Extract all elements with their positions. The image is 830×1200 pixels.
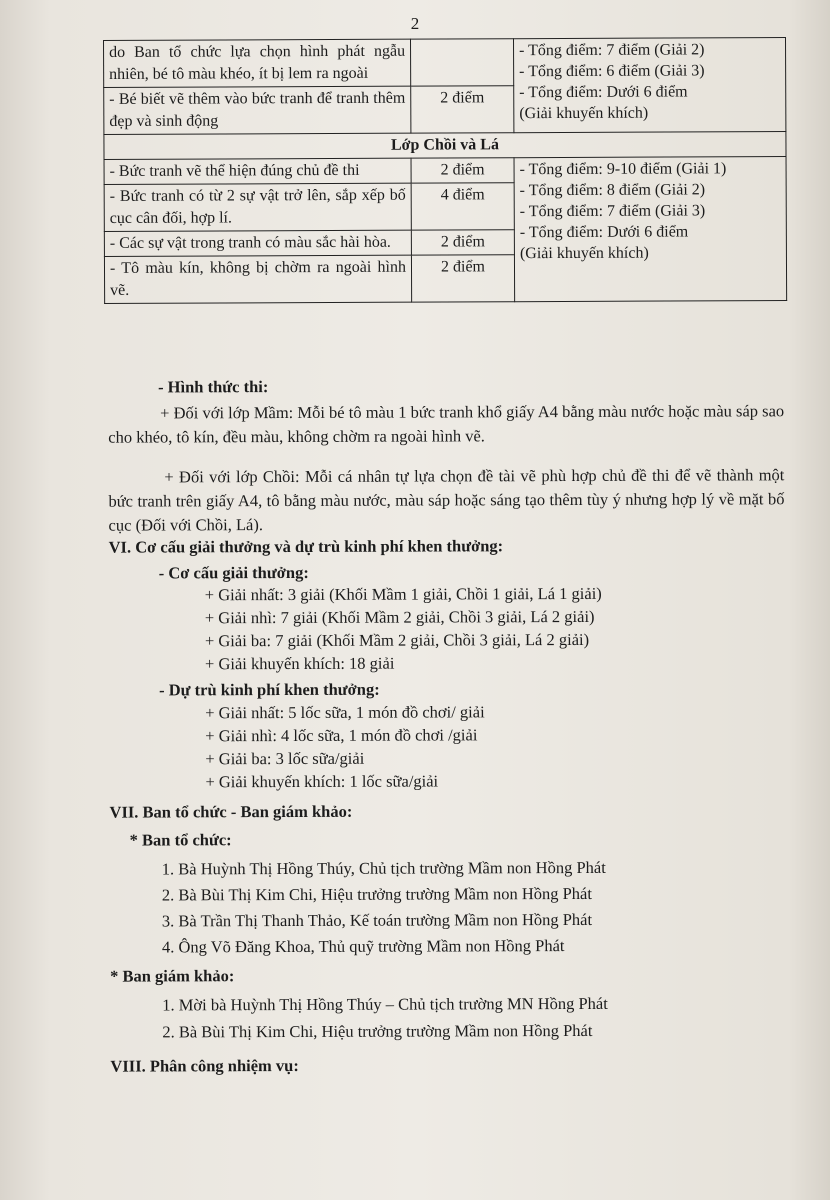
- section-vii-title: VII. Ban tổ chức - Ban giám khảo:: [109, 801, 353, 822]
- organizers-heading: * Ban tổ chức:: [129, 830, 232, 850]
- points-cell: 2 điểm: [411, 158, 514, 183]
- list-item: 1. Bà Huỳnh Thị Hồng Thúy, Chủ tịch trường Mầm non Hồng Phát: [161, 857, 606, 879]
- prize-line: (Giải khuyến khích): [519, 104, 649, 123]
- prize-line: - Tổng điểm: 7 điểm (Giải 3): [519, 202, 706, 221]
- form-mam-paragraph: + Đối với lớp Mầm: Mỗi bé tô màu 1 bức tranh khổ giấy A4 bằng màu nước hoặc màu sáp sao cho khéo, tô kín, đều màu, không chờm ra ngoài hình vẽ.: [108, 401, 785, 447]
- table-row: [104, 38, 786, 88]
- list-item: + Giải nhất: 5 lốc sữa, 1 món đồ chơi/ giải: [205, 702, 485, 723]
- points-cell: 2 điểm: [411, 255, 514, 302]
- prize-line: - Tổng điểm: 8 điểm (Giải 2): [519, 181, 706, 200]
- list-item: 1. Mời bà Huỳnh Thị Hồng Thúy – Chủ tịch trường MN Hồng Phát: [162, 993, 608, 1015]
- judges-heading: * Ban giám khảo:: [110, 966, 235, 986]
- criteria-cell: - Tô màu kín, không bị chờm ra ngoài hình vẽ.: [104, 255, 411, 303]
- section-vi-title: VI. Cơ cấu giải thưởng và dự trù kinh phí khen thưởng:: [108, 536, 504, 557]
- list-item: + Giải ba: 7 giải (Khối Mầm 2 giải, Chồi 3 giải, Lá 2 giải): [204, 629, 590, 651]
- form-choi-paragraph: + Đối với lớp Chồi: Mỗi cá nhân tự lựa chọn đề tài vẽ phù hợp chủ đề thi để vẽ thành một bức tranh trên giấy A4, tô bằng màu nước, màu sáp hoặc sáng tạo thêm tùy ý nhưng hợp lý về mặt bố cục (Đối với Chồi, Lá).: [108, 465, 785, 535]
- scoring-table: [103, 37, 787, 304]
- table-row: [104, 157, 786, 185]
- list-item: + Giải khuyến khích: 1 lốc sữa/giải: [205, 771, 439, 792]
- form-heading: - Hình thức thi:: [158, 377, 269, 397]
- prize-cell: [514, 157, 787, 302]
- section-row: [104, 132, 786, 160]
- prize-line: (Giải khuyến khích): [519, 244, 649, 263]
- criteria-cell: - Bức tranh có từ 2 sự vật trở lên, sắp xếp bố cục cân đối, hợp lí.: [104, 183, 411, 231]
- criteria-cell: - Các sự vật trong tranh có màu sắc hài hòa.: [104, 230, 411, 256]
- points-cell: 2 điểm: [411, 230, 514, 255]
- list-item: + Giải nhất: 3 giải (Khối Mầm 1 giải, Chồi 1 giải, Lá 1 giải): [204, 583, 602, 605]
- criteria-cell: - Bé biết vẽ thêm vào bức tranh để tranh thêm đẹp và sinh động: [104, 86, 411, 134]
- prize-line: - Tổng điểm: 7 điểm (Giải 2): [519, 41, 705, 60]
- document-body: [0, 371, 830, 1076]
- page-number: 2: [410, 14, 420, 33]
- points-cell: 2 điểm: [411, 86, 514, 133]
- prize-line: - Tổng điểm: Dưới 6 điểm: [519, 83, 688, 102]
- list-item: + Giải ba: 3 lốc sữa/giải: [205, 748, 365, 769]
- list-item: 2. Bà Bùi Thị Kim Chi, Hiệu trưởng trường Mầm non Hồng Phát: [161, 883, 592, 905]
- prize-cell: [513, 38, 785, 133]
- list-item: 2. Bà Bùi Thị Kim Chi, Hiệu trưởng trường Mầm non Hồng Phát: [162, 1020, 593, 1042]
- list-item: 3. Bà Trần Thị Thanh Thảo, Kế toán trường Mầm non Hồng Phát: [161, 909, 593, 931]
- points-cell: 4 điểm: [411, 183, 514, 230]
- criteria-cell: do Ban tổ chức lựa chọn hình phát ngẫu nhiên, bé tô màu khéo, ít bị lem ra ngoài: [104, 39, 411, 87]
- list-item: + Giải nhì: 7 giải (Khối Mầm 2 giải, Chồi 3 giải, Lá 2 giải): [204, 606, 595, 628]
- prize-line: - Tổng điểm: Dưới 6 điểm: [519, 223, 689, 242]
- budget-heading: - Dự trù kinh phí khen thưởng:: [159, 679, 380, 700]
- points-cell: [410, 39, 513, 86]
- list-item: 4. Ông Võ Đăng Khoa, Thủ quỹ trường Mầm non Hồng Phát: [161, 936, 565, 957]
- prize-line: - Tổng điểm: 9-10 điểm (Giải 1): [519, 160, 727, 179]
- prize-structure-heading: - Cơ cấu giải thưởng:: [158, 562, 309, 583]
- list-item: + Giải khuyến khích: 18 giải: [204, 653, 395, 674]
- section-viii-title: VIII. Phân công nhiệm vụ:: [110, 1055, 299, 1076]
- criteria-cell: - Bức tranh vẽ thể hiện đúng chủ đề thi: [104, 158, 411, 184]
- prize-line: - Tổng điểm: 6 điểm (Giải 3): [519, 62, 705, 81]
- list-item: + Giải nhì: 4 lốc sữa, 1 món đồ chơi /giải: [205, 725, 478, 746]
- section-title: Lớp Chồi và Lá: [104, 132, 786, 160]
